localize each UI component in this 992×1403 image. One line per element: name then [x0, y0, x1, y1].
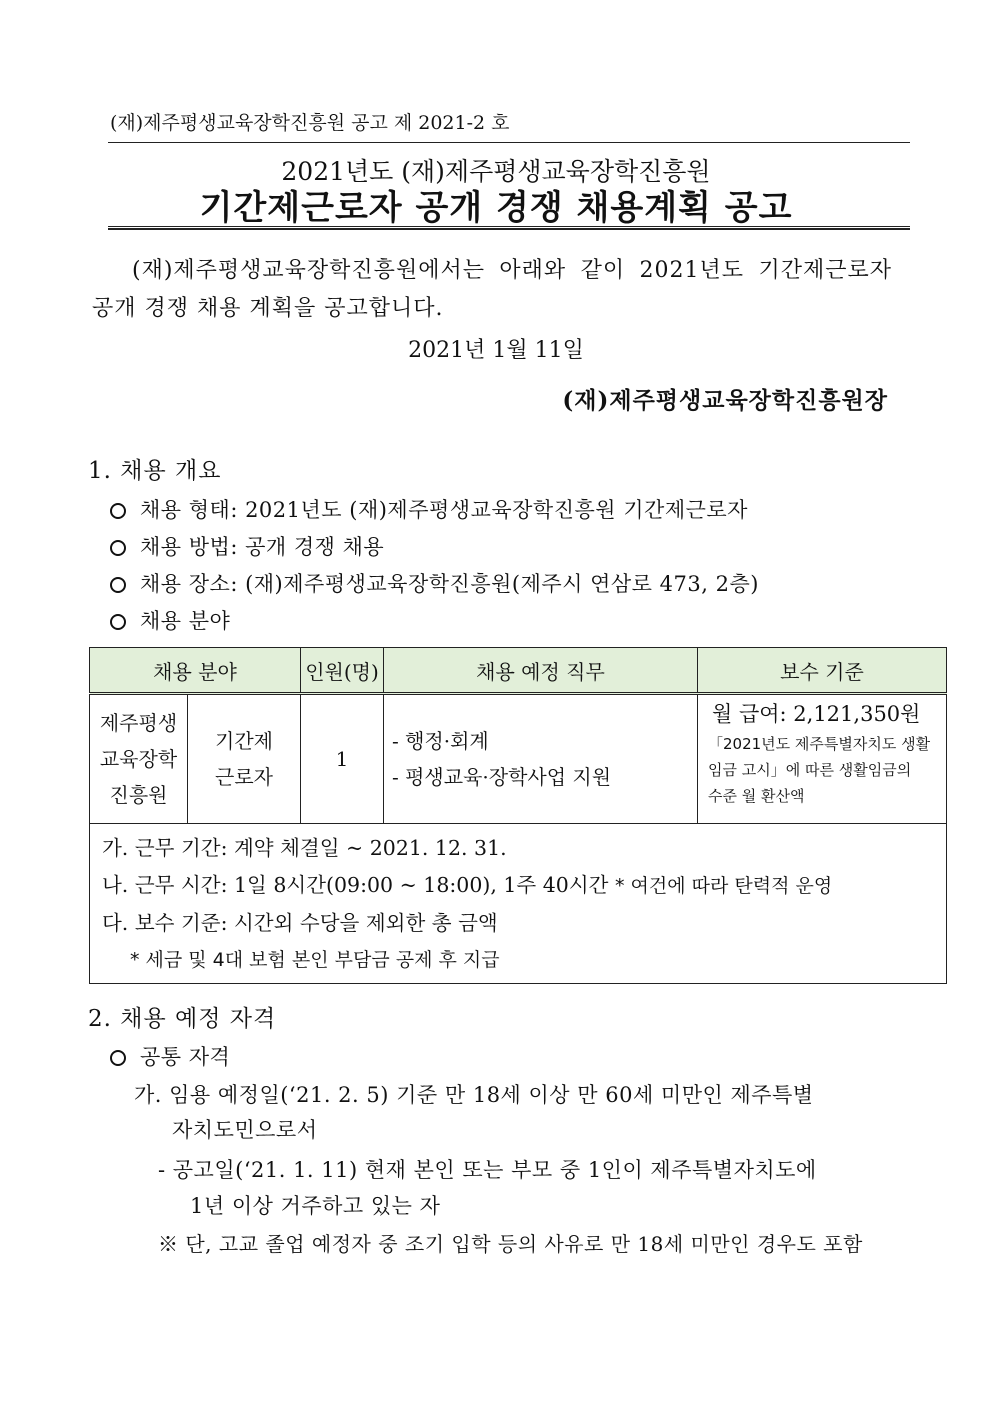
- section-1-title: 1. 채용 개요: [88, 458, 222, 484]
- qualification-item-a-cont: 자치도민으로서: [172, 1118, 318, 1142]
- header-duties: 채용 예정 직무: [384, 648, 698, 694]
- qualification-item-a: 가. 임용 예정일(‘21. 2. 5) 기준 만 18세 이상 만 60세 미만인 제주특별: [134, 1083, 814, 1107]
- header-divider: [108, 142, 910, 143]
- bullet-employment-type: 채용 형태: 2021년도 (재)제주평생교육장학진흥원 기간제근로자: [110, 494, 748, 524]
- note-pay-basis: 다. 보수 기준: 시간외 수당을 제외한 총 금액: [102, 911, 498, 935]
- circle-bullet-icon: [110, 1050, 126, 1066]
- bullet-common-qualification: 공통 자격: [110, 1041, 230, 1071]
- notice-date: 2021년 1월 11일: [408, 338, 584, 363]
- intro-paragraph: (재)제주평생교육장학진흥원에서는 아래와 같이 2021년도 기간제근로자 공개 경쟁 채용 계획을 공고합니다.: [92, 258, 892, 321]
- cell-duties: - 행정·회계 - 평생교육·장학사업 지원: [384, 694, 698, 824]
- table-row: [90, 694, 947, 824]
- notice-number: (재)제주평생교육장학진흥원 공고 제 2021-2 호: [110, 112, 510, 134]
- residency-requirement: - 공고일(‘21. 1. 11) 현재 본인 또는 부모 중 1인이 제주특별자치도에: [158, 1158, 817, 1182]
- circle-bullet-icon: [110, 614, 126, 630]
- header-pay: 보수 기준: [698, 648, 947, 694]
- cell-notes: [90, 824, 947, 984]
- table-header-row: [90, 648, 947, 694]
- hiring-table: [89, 647, 947, 984]
- table-notes-row: [90, 824, 947, 984]
- bullet-employment-place: 채용 장소: (재)제주평생교육장학진흥원(제주시 연삼로 473, 2층): [110, 568, 759, 598]
- cell-count: 1: [301, 694, 384, 824]
- circle-bullet-icon: [110, 577, 126, 593]
- title-divider: [108, 226, 910, 230]
- cell-organization: 제주평생 교육장학 진흥원: [90, 694, 188, 824]
- residency-requirement-cont: 1년 이상 거주하고 있는 자: [190, 1194, 441, 1218]
- header-count: 인원(명): [301, 648, 384, 694]
- bullet-employment-method: 채용 방법: 공개 경쟁 채용: [110, 531, 384, 561]
- note-work-hours: 나. 근무 시간: 1일 8시간(09:00 ~ 18:00), 1주 40시간 * 여건에 따라 탄력적 운영: [102, 873, 833, 897]
- cell-employment-type: 기간제 근로자: [188, 694, 301, 824]
- circle-bullet-icon: [110, 540, 126, 556]
- note-tax-deduction: * 세금 및 4대 보험 본인 부담금 공제 후 지급: [130, 949, 500, 971]
- note-work-period: 가. 근무 기간: 계약 체결일 ~ 2021. 12. 31.: [102, 836, 507, 860]
- section-2-title: 2. 채용 예정 자격: [88, 1006, 277, 1032]
- signer: (재)제주평생교육장학진흥원장: [562, 387, 888, 414]
- header-field: 채용 분야: [90, 648, 301, 694]
- circle-bullet-icon: [110, 503, 126, 519]
- document-subtitle: 2021년도 (재)제주평생교육장학진흥원: [281, 157, 711, 186]
- bullet-employment-field: 채용 분야: [110, 605, 230, 635]
- document-title: 기간제근로자 공개 경쟁 채용계획 공고: [199, 188, 793, 228]
- cell-pay: 월 급여: 2,121,350원 「2021년도 제주특별자치도 생활 임금 고시」에 따른 생활임금의 수준 월 환산액: [698, 694, 947, 824]
- exception-note: ※ 단, 고교 졸업 예정자 중 조기 입학 등의 사유로 만 18세 미만인 경우도 포함: [158, 1232, 863, 1256]
